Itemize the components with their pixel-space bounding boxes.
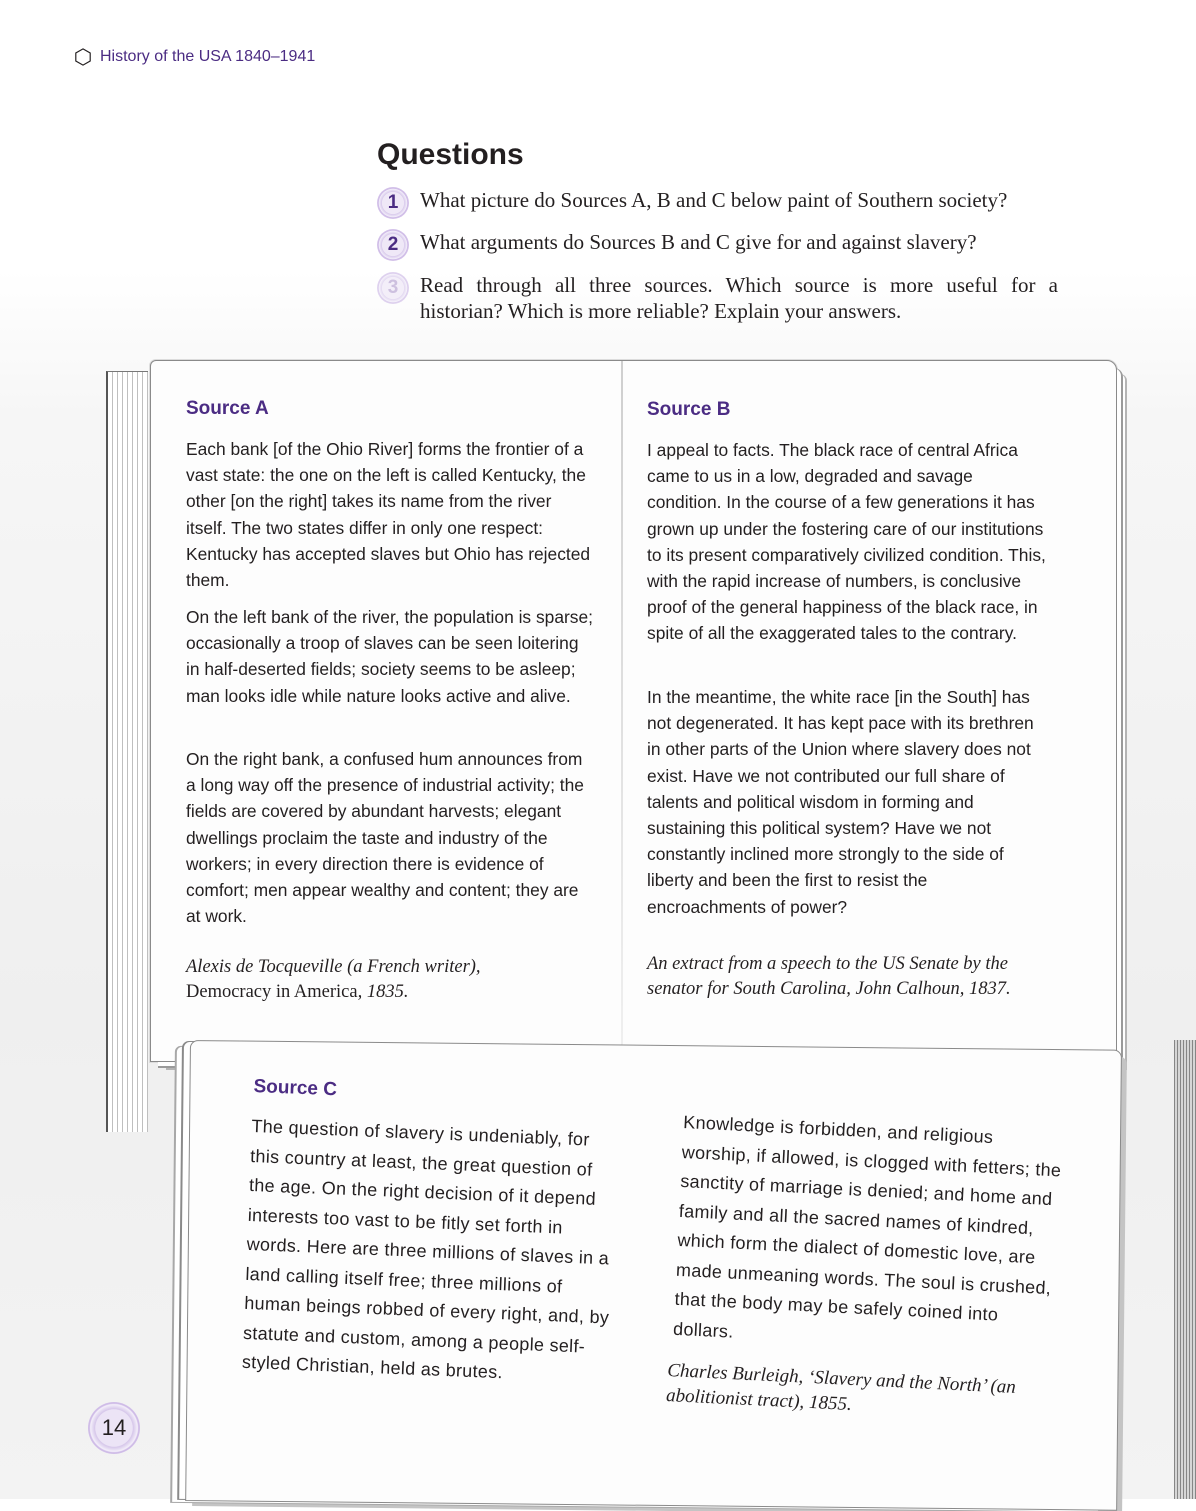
book-title: History of the USA 1840–1941 [100,48,316,65]
running-header [74,48,315,66]
book-page-edges [106,371,148,1132]
source-a-paragraph: Each bank [of the Ohio River] forms the frontier of a vast state: the one on the left is called Kentucky, the other [on the right] takes its name from the river itself. The two states differ in only one respect: Kentucky has accepted slaves but Ohio has rejected them. [186,439,591,591]
source-a-citation [186,955,566,1005]
book-spine [621,361,623,1061]
source-b-paragraph: In the meantime, the white race [in the South] has not degenerated. It has kept pace with its brethren in other parts of the Union where slavery does not exist. Have we not contributed our full share of talents and political wisdom in forming and sustaining this political system? Have we not constantly inclined more strongly to the side of liberty and been the first to resist the encroachments of power? [647,687,1034,917]
questions-heading: Questions [377,138,524,171]
question-text: What picture do Sources A, B and C below paint of Southern society? [420,188,1008,212]
citation-work: Democracy in America [186,982,358,1002]
question-number-badge: 2 [377,229,409,261]
citation-author: Alexis de Tocqueville (a French writer), [186,957,481,977]
source-c-citation: Charles Burleigh, ‘Slavery and the North’ (an abolitionist tract), 1855. [665,1359,1017,1416]
citation-year: , 1835. [357,982,409,1002]
source-b-paragraph: I appeal to facts. The black race of central Africa came to us in a low, degraded and savage condition. In the course of a few generations it has grown up under the fostering care of our institutions to its present comparatively civilized condition. This, with the rapid increase of numbers, is conclusive proof of the general happiness of the black race, in spite of all the exaggerated tales to the contrary. [647,440,1046,644]
source-a-paragraph: On the left bank of the river, the population is sparse; occasionally a troop of slaves can be seen loitering in half-deserted fields; society seems to be asleep; man looks idle while nature looks active and alive. [186,607,593,706]
question-item [377,229,1058,261]
question-item [377,187,1058,219]
source-c-left-text: The question of slavery is undeniably, for this country at least, the great question of the age. On the right decision of it depend interests too vast to be fitly set forth in words. Here are three millions of slaves in a land calling itself free; three millions of human beings robbed of every right, and, by statute and custom, among a people self-styled Christian, held as brutes. [241,1115,610,1383]
page-number: 14 [88,1402,140,1454]
source-b-citation: An extract from a speech to the US Senate by the senator for South Carolina, John Calhoun, 1837. [647,954,1011,999]
source-c-heading: Source C [253,1076,338,1101]
question-number-badge: 3 [377,272,409,304]
question-number-badge: 1 [377,187,409,219]
question-text: Read through all three sources. Which source is more useful for a historian? Which is more reliable? Explain your answers. [420,273,1058,323]
question-item [377,272,1058,324]
source-b-heading: Source B [647,399,731,420]
hexagon-icon [74,48,92,66]
source-a-paragraph: On the right bank, a confused hum announces from a long way off the presence of industrial activity; the fields are covered by abundant harvests; elegant dwellings proclaim the taste and industry of the workers; in every direction there is evidence of comfort; men appear wealthy and content; they are at work. [186,749,584,927]
question-text: What arguments do Sources B and C give for and against slavery? [420,230,977,254]
source-a-heading: Source A [186,398,269,419]
engraving-image-edge [1174,1040,1196,1499]
source-c-right-text: Knowledge is forbidden, and religious worship, if allowed, is clogged with fetters; the sanctity of marriage is denied; and home and family and all the sacred names of kindred, which form the dialect of domestic love, are made unmeaning words. The soul is crushed, that the body may be safely coined into dollars. [672,1111,1062,1342]
